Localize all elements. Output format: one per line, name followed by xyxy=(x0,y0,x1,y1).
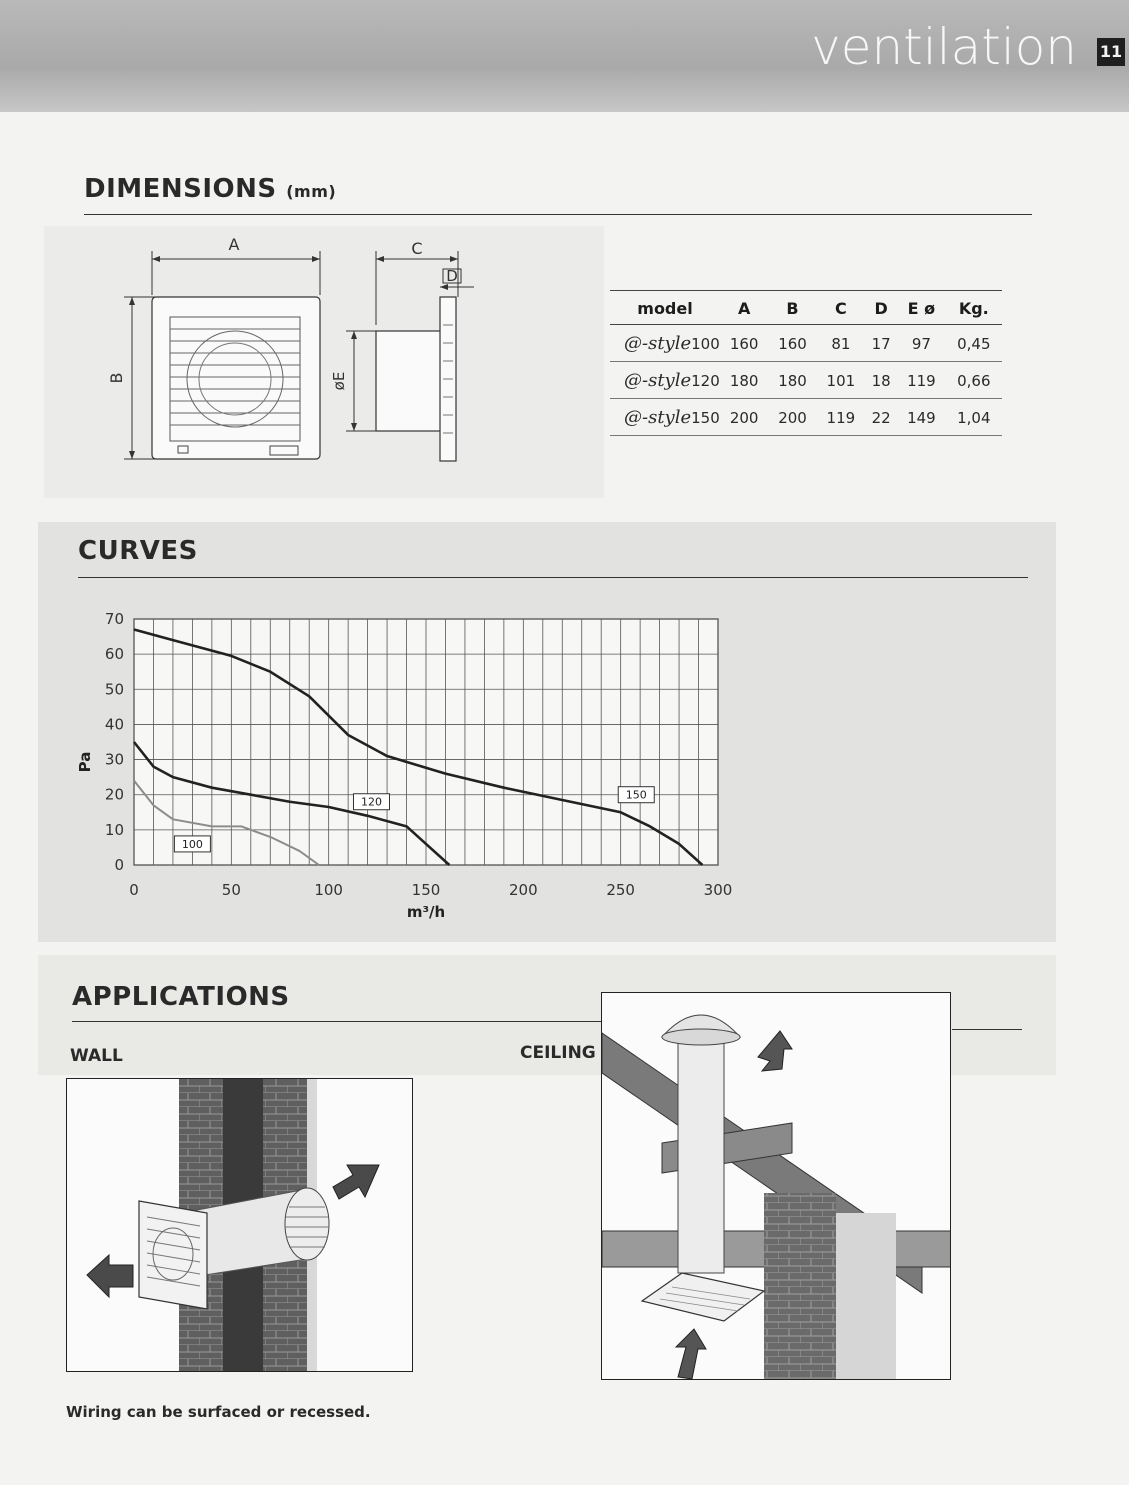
label-c: C xyxy=(411,239,423,258)
wall-installation-drawing xyxy=(67,1079,413,1372)
curves-title: CURVES xyxy=(78,536,198,566)
applications-rule-left xyxy=(72,1021,602,1022)
y-tick-label: 0 xyxy=(114,856,124,874)
col-c: C xyxy=(817,291,865,325)
chart-ylabel: Pa xyxy=(76,751,94,773)
brand-name: @-style xyxy=(624,370,692,391)
table-row xyxy=(610,325,1002,362)
cell-a: 160 xyxy=(720,325,768,362)
model-size: 120 xyxy=(691,372,720,390)
brand-name: @-style xyxy=(624,333,692,354)
model-size: 150 xyxy=(691,409,720,427)
col-e: E ø xyxy=(897,291,945,325)
x-tick-label: 100 xyxy=(314,881,343,899)
dimensions-drawing xyxy=(100,225,500,475)
label-d: D xyxy=(446,267,458,285)
model-cell xyxy=(610,399,720,436)
applications-rule-right xyxy=(952,1029,1022,1030)
x-tick-label: 50 xyxy=(221,881,241,899)
performance-chart xyxy=(60,595,750,935)
series-label-100: 100 xyxy=(181,837,203,851)
dimensions-unit: (mm) xyxy=(286,182,337,201)
brand-name: @-style xyxy=(624,407,692,428)
series-label-120: 120 xyxy=(360,795,382,809)
chart-grid xyxy=(134,619,718,865)
model-size: 100 xyxy=(691,335,720,353)
label-b: B xyxy=(107,372,126,384)
label-e: øE xyxy=(330,371,348,391)
dimensions-rule xyxy=(84,214,1032,215)
page-title: ventilation xyxy=(811,18,1077,76)
x-tick-label: 300 xyxy=(703,881,733,899)
dimensions-table xyxy=(610,290,1002,436)
ceiling-label: CEILING xyxy=(520,1043,596,1063)
cell-b: 200 xyxy=(768,399,816,436)
cell-e: 97 xyxy=(897,325,945,362)
page-number: 11 xyxy=(1097,38,1125,66)
col-d: D xyxy=(865,291,897,325)
cell-d: 17 xyxy=(865,325,897,362)
col-b: B xyxy=(768,291,816,325)
ceiling-illustration xyxy=(601,992,951,1380)
cell-c: 101 xyxy=(817,362,865,399)
cell-a: 200 xyxy=(720,399,768,436)
x-tick-label: 250 xyxy=(606,881,635,899)
wall-illustration xyxy=(66,1078,413,1372)
model-cell xyxy=(610,362,720,399)
x-tick-label: 0 xyxy=(129,881,139,899)
col-a: A xyxy=(720,291,768,325)
y-tick-label: 40 xyxy=(104,715,124,734)
col-model: model xyxy=(610,291,720,325)
cell-e: 119 xyxy=(897,362,945,399)
table-header-row xyxy=(610,291,1002,325)
table-row xyxy=(610,362,1002,399)
chart-xlabel: m³/h xyxy=(406,903,446,921)
cell-b: 160 xyxy=(768,325,816,362)
ceiling-installation-drawing xyxy=(602,993,951,1380)
cell-kg: 0,45 xyxy=(946,325,1002,362)
y-tick-label: 70 xyxy=(104,610,124,628)
applications-title: APPLICATIONS xyxy=(72,982,290,1012)
label-a: A xyxy=(228,235,240,254)
cell-a: 180 xyxy=(720,362,768,399)
cell-c: 119 xyxy=(817,399,865,436)
cell-c: 81 xyxy=(817,325,865,362)
y-tick-label: 30 xyxy=(104,750,124,769)
y-tick-label: 50 xyxy=(104,680,124,699)
y-tick-label: 20 xyxy=(104,785,124,804)
wall-label: WALL xyxy=(70,1046,123,1066)
curves-rule xyxy=(78,577,1028,578)
dimensions-title-text: DIMENSIONS xyxy=(84,174,277,204)
model-cell xyxy=(610,325,720,362)
dimensions-title xyxy=(84,174,336,204)
series-label-150: 150 xyxy=(625,788,647,802)
col-kg: Kg. xyxy=(946,291,1002,325)
cell-kg: 0,66 xyxy=(946,362,1002,399)
cell-d: 22 xyxy=(865,399,897,436)
x-tick-label: 150 xyxy=(411,881,441,899)
cell-e: 149 xyxy=(897,399,945,436)
y-tick-label: 10 xyxy=(104,820,124,839)
cell-kg: 1,04 xyxy=(946,399,1002,436)
cell-d: 18 xyxy=(865,362,897,399)
cell-b: 180 xyxy=(768,362,816,399)
x-tick-label: 200 xyxy=(509,881,538,899)
table-row xyxy=(610,399,1002,436)
wiring-footnote: Wiring can be surfaced or recessed. xyxy=(66,1403,371,1421)
y-tick-label: 60 xyxy=(104,645,124,664)
